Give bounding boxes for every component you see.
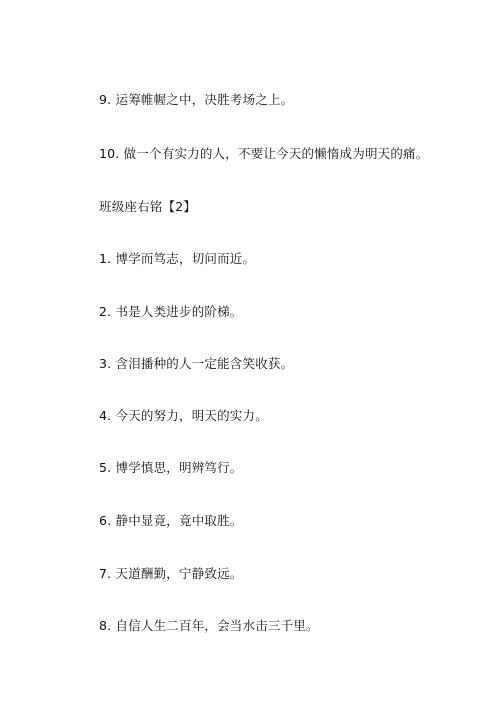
section-heading: 班级座右铭【2】 <box>99 199 197 214</box>
motto-item-3: 3. 含泪播种的人一定能含笑收获。 <box>99 356 294 371</box>
motto-item-1: 1. 博学而笃志，切问而近。 <box>99 251 256 266</box>
motto-item-6: 6. 静中显竟，竟中取胜。 <box>99 513 243 528</box>
motto-item-5: 5. 博学慎思，明辨笃行。 <box>99 460 243 475</box>
motto-item-10: 10. 做一个有实力的人，不要让今天的懒惰成为明天的痛。 <box>99 146 429 161</box>
motto-item-8: 8. 自信人生二百年，会当水击三千里。 <box>99 618 319 633</box>
motto-item-4: 4. 今天的努力，明天的实力。 <box>99 408 268 423</box>
motto-item-7: 7. 天道酬勤，宁静致远。 <box>99 566 243 581</box>
motto-item-9: 9. 运筹帷幄之中，决胜考场之上。 <box>99 92 294 107</box>
motto-item-2: 2. 书是人类进步的阶梯。 <box>99 304 243 319</box>
